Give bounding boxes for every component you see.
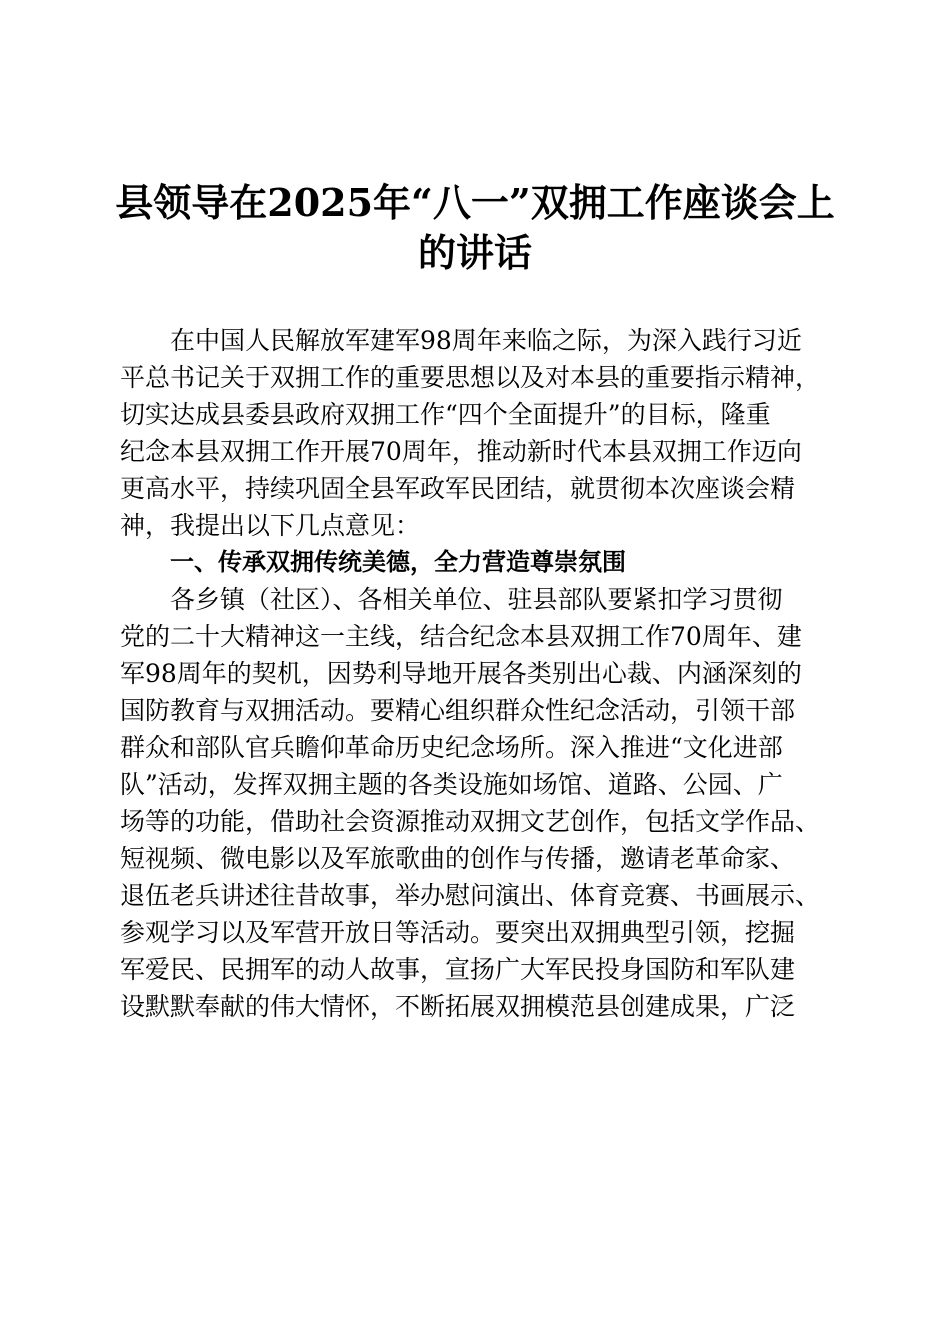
text-line: 参观学习以及军营开放日等活动。要突出双拥典型引领，挖掘 <box>120 918 796 947</box>
text-line: 更高水平，持续巩固全县军政军民团结，就贯彻本次座谈会精 <box>120 474 796 503</box>
document-title <box>80 178 870 278</box>
text-line: 纪念本县双拥工作开展70周年，推动新时代本县双拥工作迈向 <box>120 437 802 466</box>
document-body <box>120 322 860 1025</box>
paragraph-section-1 <box>120 581 860 1025</box>
text-line: 短视频、微电影以及军旅歌曲的创作与传播，邀请老革命家、 <box>120 844 796 873</box>
text-line: 党的二十大精神这一主线，结合纪念本县双拥工作70周年、建 <box>120 622 802 651</box>
text-line: 队”活动，发挥双拥主题的各类设施如场馆、道路、公园、广 <box>120 770 783 799</box>
text-line: 军98周年的契机，因势利导地开展各类别出心裁、内涵深刻的 <box>120 659 802 688</box>
text-line: 群众和部队官兵瞻仰革命历史纪念场所。深入推进“文化进部 <box>120 733 783 762</box>
paragraph-intro <box>120 322 860 544</box>
title-line-1: 县领导在2025年“八一”双拥工作座谈会上 <box>115 180 835 225</box>
text-line: 场等的功能，借助社会资源推动双拥文艺创作，包括文学作品、 <box>120 807 821 836</box>
text-line: 退伍老兵讲述往昔故事，举办慰问演出、体育竞赛、书画展示、 <box>120 881 821 910</box>
text-line: 国防教育与双拥活动。要精心组织群众性纪念活动，引领干部 <box>120 696 796 725</box>
text-line: 平总书记关于双拥工作的重要思想以及对本县的重要指示精神， <box>120 363 821 392</box>
title-line-2: 的讲话 <box>417 230 532 275</box>
text-line: 在中国人民解放军建军98周年来临之际，为深入践行习近 <box>170 326 802 355</box>
text-line: 切实达成县委县政府双拥工作“四个全面提升”的目标，隆重 <box>120 400 771 429</box>
section-heading-1: 一、传承双拥传统美德，全力营造尊崇氛围 <box>170 548 626 576</box>
text-line: 设默默奉献的伟大情怀，不断拓展双拥模范县创建成果，广泛 <box>120 992 796 1021</box>
text-line: 军爱民、民拥军的动人故事，宣扬广大军民投身国防和军队建 <box>120 955 796 984</box>
text-line: 神，我提出以下几点意见： <box>120 511 421 540</box>
text-line: 各乡镇（社区）、各相关单位、驻县部队要紧扣学习贯彻 <box>170 585 783 614</box>
